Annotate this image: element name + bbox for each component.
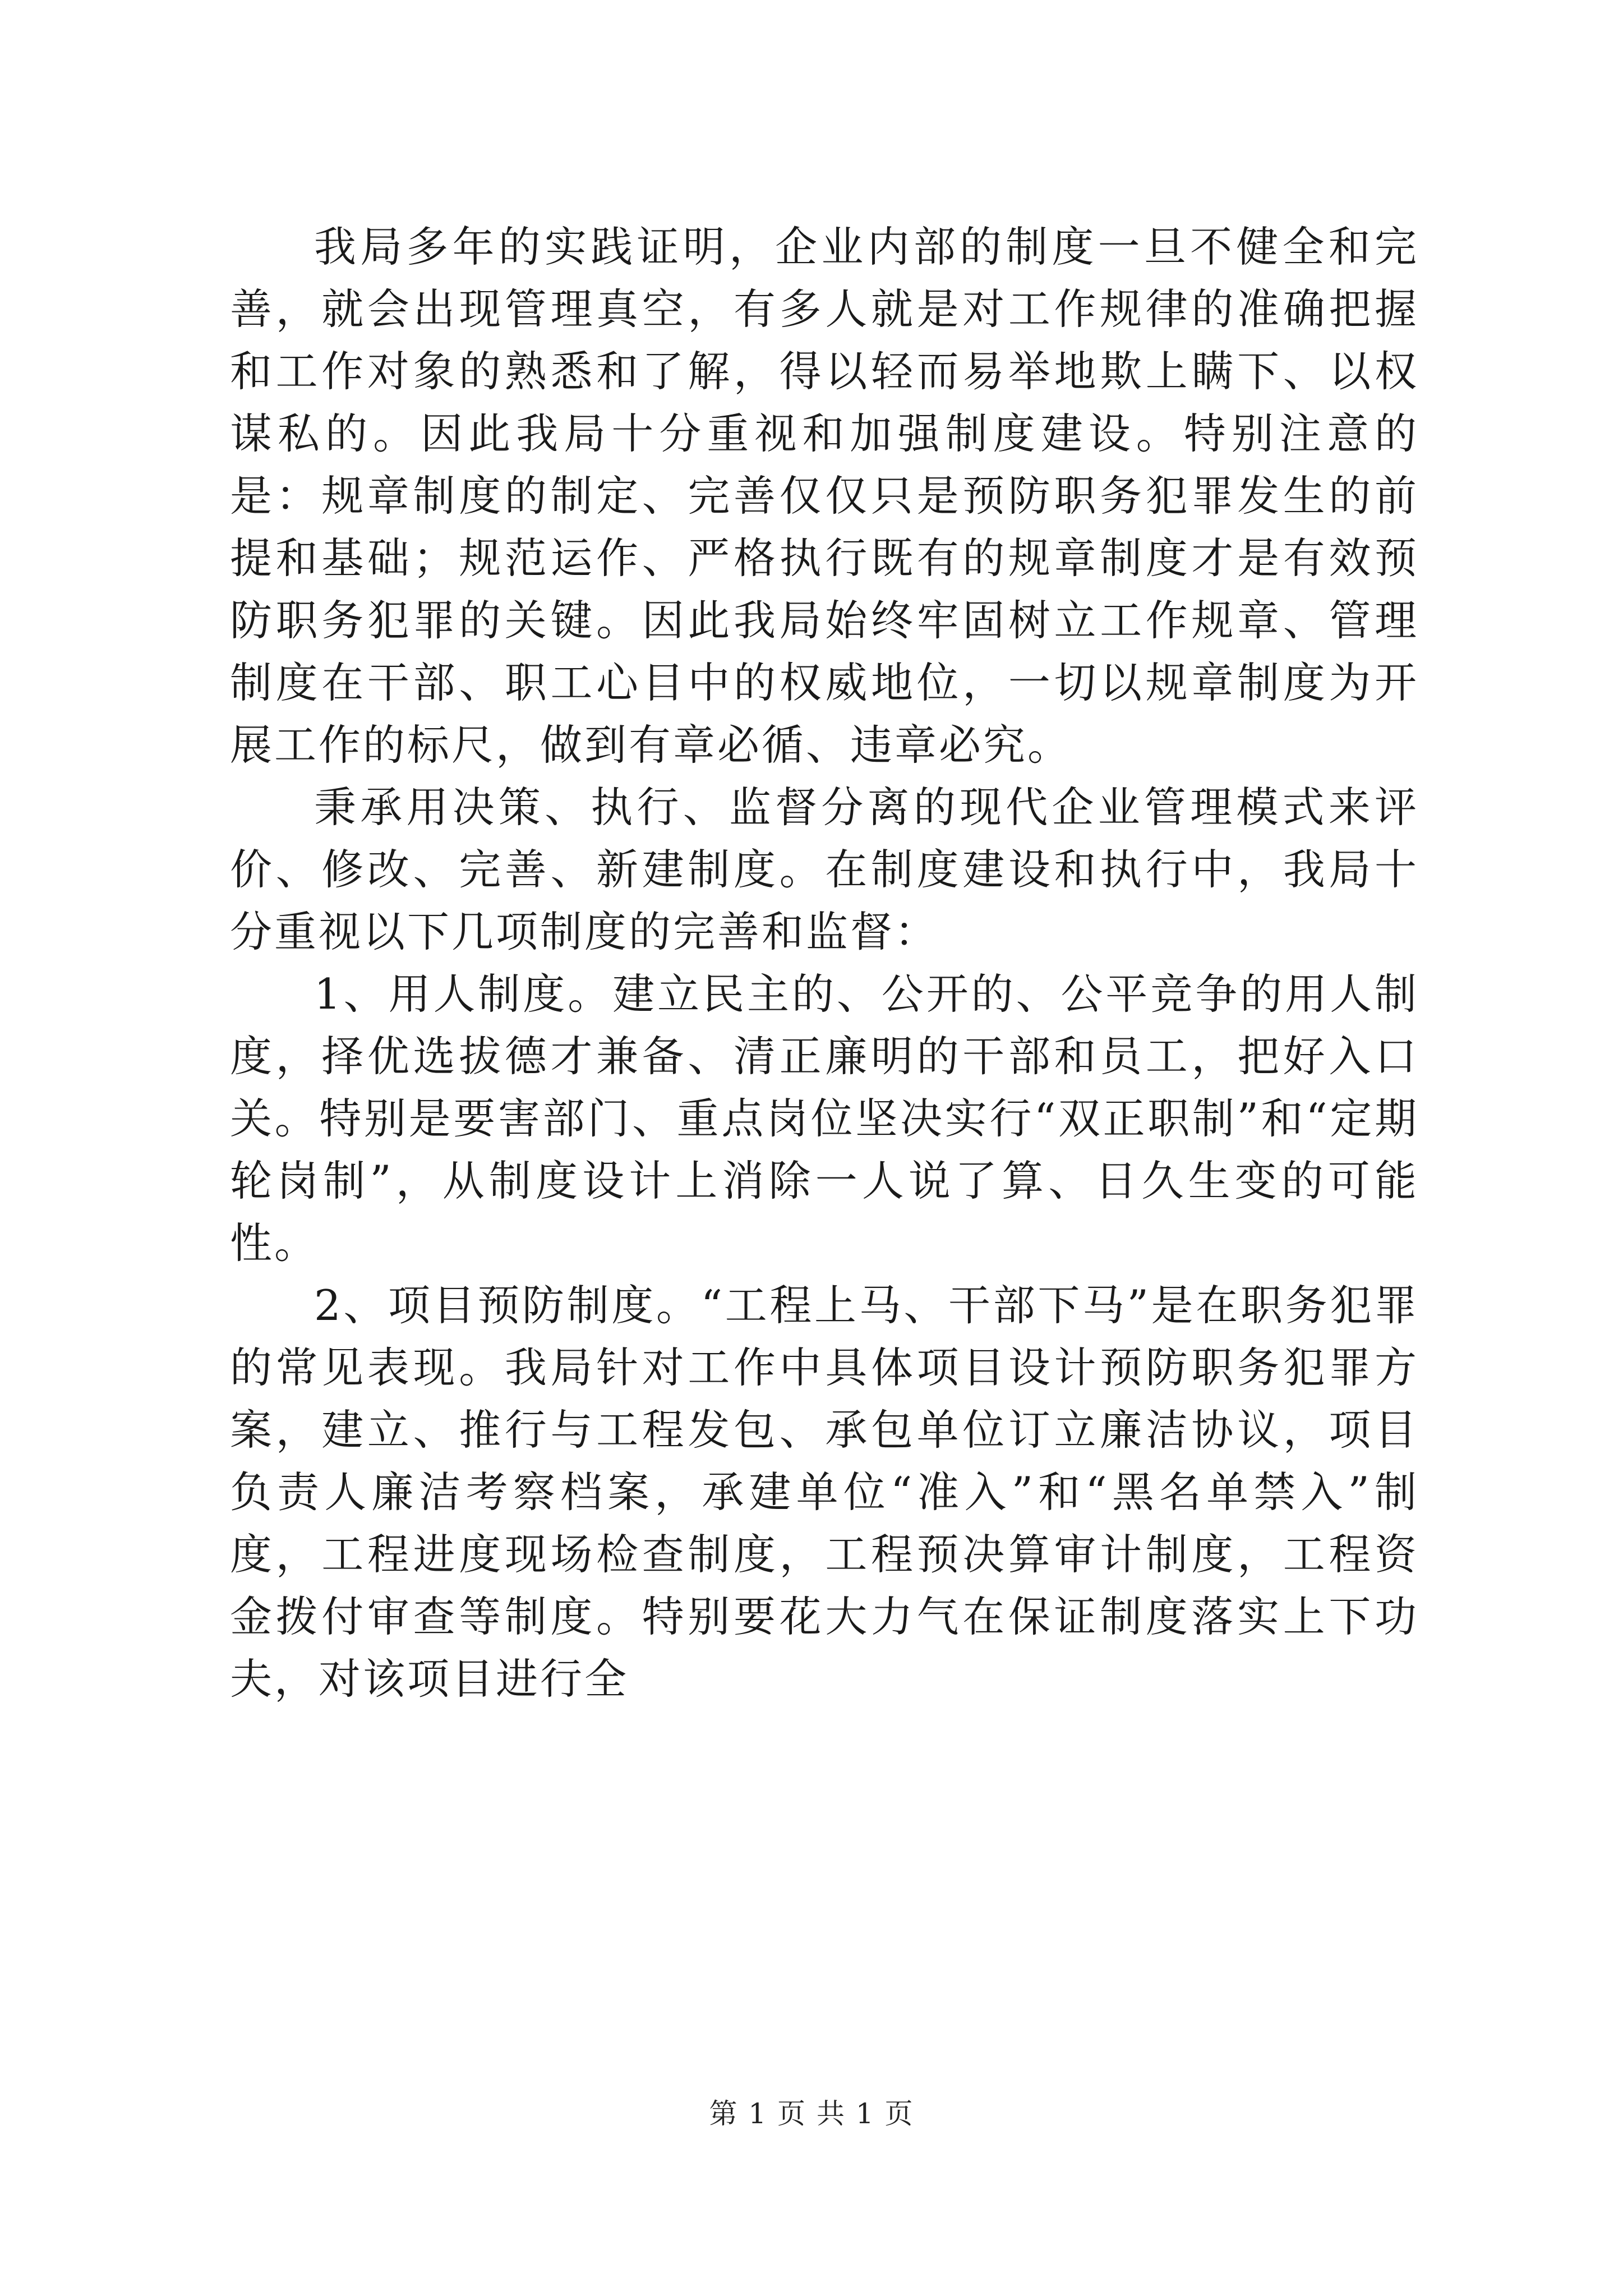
paragraph-institution-building: 我局多年的实践证明，企业内部的制度一旦不健全和完善，就会出现管理真空，有多人就是对工作规律的准确把握和工作对象的熟悉和了解，得以轻而易举地欺上瞒下、以权谋私的。因此我局十分重视和加强制度建设。特别注意的是：规章制度的制定、完善仅仅只是预防职务犯罪发生的前提和基础；规范运作、严格执行既有的规章制度才是有效预防职务犯罪的关键。因此我局始终牢固树立工作规章、管理制度在干部、职工心目中的权威地位，一切以规章制度为开展工作的标尺，做到有章必循、违章必究。 xyxy=(230,222,1419,770)
document-body xyxy=(230,216,1419,1710)
paragraph-hiring-system: 1、用人制度。建立民主的、公开的、公平竞争的用人制度，择优选拔德才兼备、清正廉明的干部和员工，把好入口关。特别是要害部门、重点岗位坚决实行“双正职制”和“定期轮岗制”，从制度设计上消除一人说了算、日久生变的可能性。 xyxy=(230,969,1419,1268)
paragraph-project-prevention: 2、项目预防制度。“工程上马、干部下马”是在职务犯罪的常见表现。我局针对工作中具体项目设计预防职务犯罪方案，建立、推行与工程发包、承包单位订立廉洁协议，项目负责人廉洁考察档案，承建单位“准入”和“黑名单禁入”制度，工程进度现场检查制度，工程预决算审计制度，工程资金拨付审查等制度。特别要花大力气在保证制度落实上下功夫，对该项目进行全 xyxy=(230,1281,1419,1704)
paragraph-management-model: 秉承用决策、执行、监督分离的现代企业管理模式来评价、修改、完善、新建制度。在制度建设和执行中，我局十分重视以下几项制度的完善和监督： xyxy=(230,783,1419,956)
page-number-footer: 第 1 页 共 1 页 xyxy=(709,2097,914,2130)
